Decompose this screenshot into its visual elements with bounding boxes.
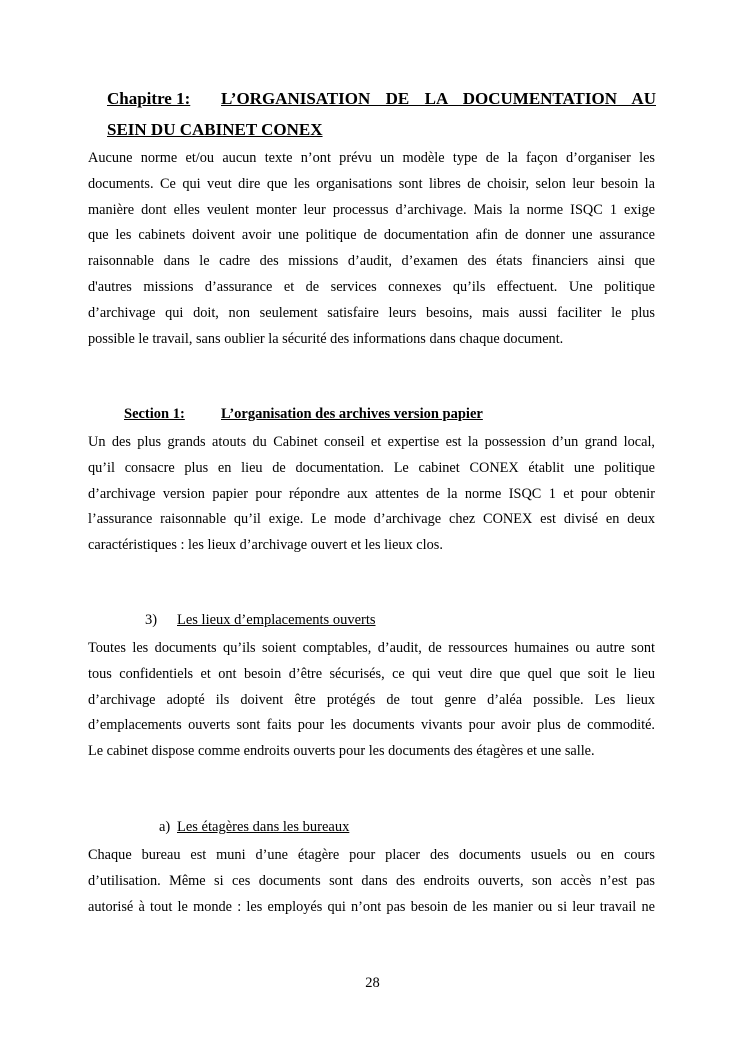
paragraph-line: l’assurance raisonnable qu’il exige. Le mode d’archivage chez CONEX est divisé en deux (88, 511, 655, 528)
paragraph-line: raisonnable dans le cadre des missions d’audit, d’examen des états financiers ainsi que (88, 253, 655, 270)
paragraph-line: Un des plus grands atouts du Cabinet conseil et expertise est la possession d’un grand local, (88, 434, 655, 450)
paragraph-line: documents. Ce qui veut dire que les organisations sont libres de choisir, selon leur besoin la (88, 175, 655, 192)
subsubsection-title: Les étagères dans les bureaux (177, 819, 350, 835)
chapter-label: Chapitre 1: (107, 89, 191, 108)
section-label: Section 1: (124, 406, 185, 422)
paragraph-line: d’archivage version papier pour répondre aux attentes de la norme ISQC 1 et pour obtenir (88, 485, 655, 502)
intro-paragraph (88, 148, 655, 354)
subsection-title: Les lieux d’emplacements ouverts (177, 612, 376, 628)
paragraph-line: tous confidentiels et ont besoin d’être sécurisés, ce qui veut dire que quel que soit le lieu (88, 665, 655, 682)
paragraph-line: autorisé à tout le monde : les employés qui n’ont pas besoin de les manier ou si leur travail ne (88, 898, 655, 915)
paragraph-line: que les cabinets doivent avoir une politique de documentation afin de donner une assurance (88, 227, 655, 244)
subsection-heading (145, 612, 376, 629)
page-number: 28 (365, 975, 380, 991)
section-heading (124, 406, 483, 423)
paragraph-line: Le cabinet dispose comme endroits ouverts pour les documents des étagères et une salle. (88, 743, 595, 760)
paragraph-line: Chaque bureau est muni d’une étagère pour placer des documents usuels ou en cours (88, 847, 655, 863)
paragraph-line: caractéristiques : les lieux d’archivage ouvert et les lieux clos. (88, 537, 443, 554)
subsection-number: 3) (145, 612, 158, 628)
paragraph-line: possible le travail, sans oublier la sécurité des informations dans chaque document. (88, 330, 564, 347)
section-paragraph (88, 432, 655, 561)
subsubsection-heading (159, 819, 349, 836)
paragraph-line: Aucune norme et/ou aucun texte n’ont prévu un modèle type de la façon d’organiser les (88, 150, 655, 166)
subsubsection-paragraph (88, 845, 655, 922)
chapter-title-line1: L’ORGANISATION DE LA DOCUMENTATION AU (221, 89, 656, 108)
paragraph-line: d’archivage adopté ils doivent être protégés de tout genre d’aléa possible. Les lieux (88, 691, 655, 708)
chapter-title-line2: SEIN DU CABINET CONEX (107, 120, 323, 139)
paragraph-line: d’utilisation. Même si ces documents sont dans des endroits ouverts, son accès n’est pas (88, 872, 655, 889)
paragraph-line: d’emplacements ouverts sont faits pour les documents vivants pour avoir plus de commodité. (88, 717, 655, 734)
section-title: L’organisation des archives version papier (221, 406, 483, 422)
paragraph-line: d’archivage qui doit, non seulement satisfaire leurs besoins, mais aussi faciliter le plus (88, 304, 655, 321)
paragraph-line: qu’il consacre plus en lieu de documentation. Le cabinet CONEX établit une politique (88, 459, 655, 476)
paragraph-line: Toutes les documents qu’ils soient comptables, d’audit, de ressources humaines ou autre sont (88, 640, 655, 656)
subsection-paragraph (88, 638, 655, 767)
chapter-heading (107, 89, 656, 109)
subsubsection-number: a) (159, 819, 171, 835)
paragraph-line: d'autres missions d’assurance et de services connexes qu’ils effectuent. Une politique (88, 278, 655, 295)
paragraph-line: manière dont elles veulent monter leur processus d’archivage. Mais la norme ISQC 1 exige (88, 201, 655, 218)
